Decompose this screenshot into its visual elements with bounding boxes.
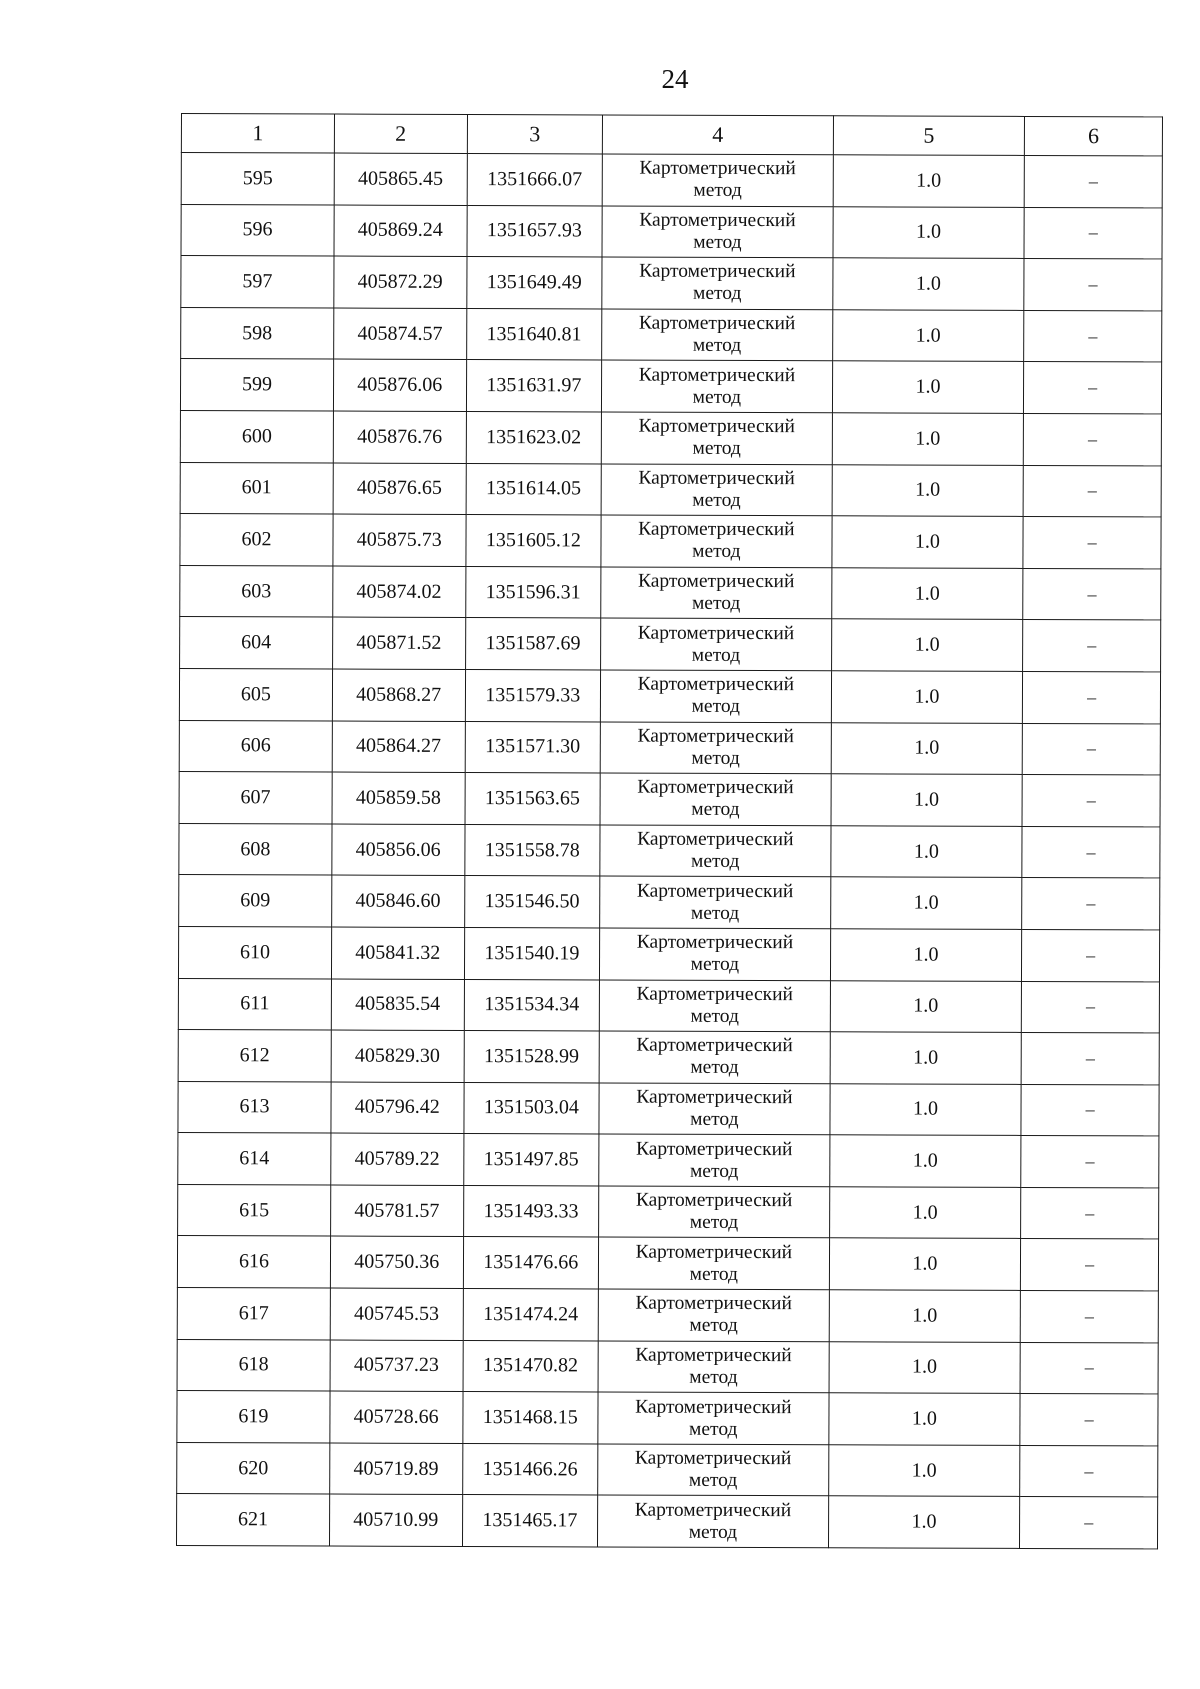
- accuracy-cell: 1.0: [830, 825, 1022, 877]
- accuracy-cell: 1.0: [832, 361, 1024, 413]
- point-number-cell: 612: [178, 1030, 331, 1082]
- accuracy-cell: 1.0: [830, 1083, 1022, 1135]
- method-line-2: метод: [689, 1160, 739, 1182]
- x-coordinate-cell: 405869.24: [334, 205, 467, 257]
- method-cell: [598, 1495, 829, 1547]
- method-cell: [600, 876, 831, 928]
- column-header-4: 4: [603, 115, 834, 155]
- point-number-cell: 599: [180, 359, 333, 411]
- description-cell: –: [1021, 1187, 1159, 1239]
- table-row: [181, 307, 1162, 362]
- y-coordinate-cell: 1351623.02: [466, 411, 602, 463]
- point-number-cell: 609: [179, 875, 332, 927]
- method-cell: [601, 515, 832, 567]
- point-number-cell: 600: [180, 410, 333, 462]
- description-cell: –: [1020, 1394, 1158, 1446]
- point-number-cell: 615: [178, 1184, 331, 1236]
- accuracy-cell: 1.0: [829, 1187, 1021, 1239]
- x-coordinate-cell: 405745.53: [330, 1288, 463, 1340]
- point-number-cell: 598: [181, 307, 334, 359]
- x-coordinate-cell: 405841.32: [331, 927, 464, 979]
- x-coordinate-cell: 405789.22: [331, 1133, 464, 1185]
- method-line-2: метод: [690, 953, 740, 976]
- method-line-1: Картометрический: [636, 983, 794, 1005]
- description-cell: –: [1020, 1497, 1158, 1549]
- y-coordinate-cell: 1351605.12: [465, 515, 601, 567]
- method-line-2: метод: [693, 180, 742, 202]
- table-row: [177, 1339, 1158, 1394]
- table-row: [178, 1184, 1159, 1239]
- method-cell: [599, 979, 830, 1031]
- page-number: 24: [661, 64, 689, 94]
- method-cell: [598, 1289, 829, 1341]
- method-line-2: метод: [691, 747, 740, 769]
- y-coordinate-cell: 1351614.05: [466, 463, 602, 515]
- method-line-2: метод: [691, 850, 740, 872]
- method-line-1: Картометрический: [637, 570, 795, 593]
- y-coordinate-cell: 1351470.82: [463, 1340, 599, 1392]
- table-row: [179, 772, 1160, 827]
- x-coordinate-cell: 405864.27: [332, 721, 465, 773]
- table-header-row: [181, 114, 1162, 156]
- method-line-1: Картометрический: [637, 622, 795, 644]
- y-coordinate-cell: 1351465.17: [462, 1495, 598, 1547]
- x-coordinate-cell: 405710.99: [329, 1494, 462, 1546]
- accuracy-cell: 1.0: [830, 929, 1022, 981]
- method-line-2: метод: [690, 1057, 739, 1079]
- method-line-2: метод: [692, 438, 741, 460]
- description-cell: –: [1022, 723, 1160, 775]
- accuracy-cell: 1.0: [830, 980, 1022, 1032]
- method-cell: [598, 1444, 829, 1496]
- method-line-1: Картометрический: [636, 880, 794, 902]
- y-coordinate-cell: 1351497.85: [463, 1134, 599, 1186]
- table-row: [177, 1288, 1158, 1343]
- point-number-cell: 604: [180, 617, 333, 669]
- method-line-1: Картометрический: [636, 1034, 793, 1057]
- y-coordinate-cell: 1351657.93: [467, 205, 603, 257]
- y-coordinate-cell: 1351468.15: [462, 1392, 598, 1444]
- table-row: [179, 720, 1160, 775]
- accuracy-cell: 1.0: [832, 413, 1024, 465]
- method-line-2: метод: [692, 541, 741, 563]
- point-number-cell: 597: [181, 256, 334, 308]
- x-coordinate-cell: 405750.36: [330, 1236, 463, 1288]
- table-row: [181, 256, 1162, 311]
- method-line-2: метод: [691, 799, 740, 821]
- table-row: [178, 1081, 1159, 1136]
- x-coordinate-cell: 405876.06: [333, 359, 466, 411]
- method-line-1: Картометрический: [635, 1396, 792, 1418]
- method-line-2: метод: [693, 283, 742, 305]
- method-line-2: метод: [690, 1005, 739, 1027]
- point-number-cell: 619: [177, 1391, 330, 1443]
- x-coordinate-cell: 405876.65: [333, 463, 466, 515]
- method-line-1: Картометрический: [636, 931, 794, 954]
- accuracy-cell: 1.0: [833, 206, 1025, 258]
- method-line-1: Картометрический: [635, 1138, 793, 1160]
- point-number-cell: 621: [176, 1494, 329, 1546]
- y-coordinate-cell: 1351534.34: [464, 979, 600, 1031]
- description-cell: –: [1021, 1033, 1159, 1085]
- method-cell: [602, 154, 833, 206]
- method-cell: [599, 1031, 830, 1083]
- accuracy-cell: 1.0: [830, 877, 1022, 929]
- accuracy-cell: 1.0: [828, 1496, 1020, 1548]
- method-line-1: Картометрический: [637, 828, 794, 851]
- table-row: [178, 926, 1159, 981]
- accuracy-cell: 1.0: [831, 722, 1023, 774]
- table-row: [178, 1133, 1159, 1188]
- table-row: [177, 1442, 1158, 1497]
- x-coordinate-cell: 405872.29: [334, 256, 467, 308]
- description-cell: –: [1021, 1291, 1159, 1343]
- y-coordinate-cell: 1351571.30: [465, 721, 601, 773]
- method-line-2: метод: [689, 1263, 739, 1285]
- table-row: [179, 875, 1160, 930]
- description-cell: –: [1022, 981, 1160, 1033]
- table-row: [180, 514, 1161, 569]
- method-cell: [600, 773, 831, 825]
- method-line-1: Картометрический: [636, 1086, 793, 1109]
- accuracy-cell: 1.0: [832, 310, 1024, 362]
- method-cell: [600, 825, 831, 877]
- method-cell: [600, 928, 831, 980]
- method-cell: [601, 464, 832, 516]
- coordinate-table: [176, 113, 1163, 1549]
- x-coordinate-cell: 405874.57: [334, 308, 467, 360]
- table-row: [180, 617, 1161, 672]
- column-header-6: 6: [1025, 116, 1163, 155]
- table-row: [179, 823, 1160, 878]
- description-cell: –: [1021, 1239, 1159, 1291]
- table-row: [178, 1030, 1159, 1085]
- table-row: [178, 978, 1159, 1033]
- y-coordinate-cell: 1351563.65: [465, 773, 601, 825]
- x-coordinate-cell: 405865.45: [334, 153, 467, 205]
- point-number-cell: 608: [179, 823, 332, 875]
- method-line-1: Картометрический: [635, 1189, 793, 1212]
- method-line-1: Картометрический: [639, 157, 796, 180]
- method-cell: [601, 618, 832, 670]
- accuracy-cell: 1.0: [833, 155, 1025, 207]
- point-number-cell: 605: [179, 668, 332, 720]
- column-header-1: 1: [181, 114, 334, 154]
- accuracy-cell: 1.0: [830, 1032, 1022, 1084]
- accuracy-cell: 1.0: [831, 568, 1023, 620]
- method-line-2: метод: [692, 489, 741, 511]
- method-line-1: Картометрический: [637, 725, 794, 747]
- method-line-1: Картометрический: [634, 1499, 792, 1521]
- x-coordinate-cell: 405728.66: [330, 1391, 463, 1443]
- method-cell: [599, 1237, 830, 1289]
- method-line-2: метод: [688, 1521, 738, 1543]
- x-coordinate-cell: 405876.76: [333, 411, 466, 463]
- method-line-2: метод: [688, 1469, 738, 1492]
- x-coordinate-cell: 405871.52: [333, 617, 466, 669]
- accuracy-cell: 1.0: [828, 1445, 1020, 1497]
- accuracy-cell: 1.0: [832, 464, 1024, 516]
- method-line-2: метод: [689, 1315, 738, 1337]
- method-line-1: Картометрический: [638, 364, 796, 386]
- y-coordinate-cell: 1351493.33: [463, 1185, 599, 1237]
- y-coordinate-cell: 1351649.49: [466, 257, 602, 309]
- accuracy-cell: 1.0: [829, 1238, 1021, 1290]
- point-number-cell: 596: [181, 204, 334, 256]
- point-number-cell: 602: [180, 514, 333, 566]
- table-body: [176, 153, 1162, 1549]
- method-line-1: Картометрический: [639, 209, 796, 232]
- point-number-cell: 606: [179, 720, 332, 772]
- description-cell: –: [1024, 413, 1162, 465]
- description-cell: –: [1024, 259, 1162, 311]
- method-line-2: метод: [691, 592, 741, 615]
- method-cell: [601, 567, 832, 619]
- method-cell: [602, 257, 833, 309]
- y-coordinate-cell: 1351596.31: [465, 566, 601, 618]
- y-coordinate-cell: 1351503.04: [463, 1082, 599, 1134]
- accuracy-cell: 1.0: [831, 774, 1023, 826]
- method-line-2: метод: [689, 1366, 738, 1388]
- method-cell: [601, 670, 832, 722]
- x-coordinate-cell: 405796.42: [331, 1082, 464, 1134]
- y-coordinate-cell: 1351558.78: [464, 824, 600, 876]
- table-row: [176, 1494, 1157, 1549]
- x-coordinate-cell: 405835.54: [331, 979, 464, 1031]
- accuracy-cell: 1.0: [832, 516, 1024, 568]
- point-number-cell: 595: [181, 153, 334, 205]
- description-cell: –: [1020, 1342, 1158, 1394]
- table-row: [179, 668, 1160, 723]
- coordinate-table-container: [176, 113, 1163, 1549]
- point-number-cell: 618: [177, 1339, 330, 1391]
- method-line-1: Картометрический: [638, 467, 795, 490]
- method-line-1: Картометрический: [638, 519, 795, 541]
- method-line-1: Картометрический: [638, 415, 796, 438]
- accuracy-cell: 1.0: [831, 619, 1023, 671]
- method-line-2: метод: [692, 386, 742, 408]
- method-cell: [598, 1341, 829, 1393]
- method-line-1: Картометрический: [635, 1241, 793, 1263]
- method-cell: [602, 206, 833, 258]
- description-cell: –: [1021, 1136, 1159, 1188]
- table-row: [180, 565, 1161, 620]
- method-line-2: метод: [689, 1211, 739, 1234]
- description-cell: –: [1023, 517, 1161, 569]
- y-coordinate-cell: 1351579.33: [465, 669, 601, 721]
- x-coordinate-cell: 405829.30: [331, 1030, 464, 1082]
- description-cell: –: [1022, 775, 1160, 827]
- x-coordinate-cell: 405859.58: [332, 772, 465, 824]
- x-coordinate-cell: 405856.06: [332, 824, 465, 876]
- point-number-cell: 601: [180, 462, 333, 514]
- method-line-2: метод: [692, 334, 742, 357]
- point-number-cell: 617: [177, 1288, 330, 1340]
- point-number-cell: 614: [178, 1133, 331, 1185]
- description-cell: –: [1024, 310, 1162, 362]
- method-cell: [601, 412, 832, 464]
- table-row: [177, 1236, 1158, 1291]
- method-line-1: Картометрический: [635, 1292, 792, 1315]
- x-coordinate-cell: 405874.02: [333, 566, 466, 618]
- table-row: [180, 359, 1161, 414]
- point-number-cell: 616: [177, 1236, 330, 1288]
- point-number-cell: 607: [179, 772, 332, 824]
- method-line-2: метод: [689, 1418, 738, 1440]
- point-number-cell: 613: [178, 1081, 331, 1133]
- method-line-2: метод: [690, 902, 740, 924]
- y-coordinate-cell: 1351474.24: [463, 1289, 599, 1341]
- table-row: [181, 204, 1162, 259]
- description-cell: –: [1023, 465, 1161, 517]
- x-coordinate-cell: 405737.23: [330, 1340, 463, 1392]
- description-cell: –: [1023, 671, 1161, 723]
- y-coordinate-cell: 1351631.97: [466, 360, 602, 412]
- x-coordinate-cell: 405781.57: [331, 1185, 464, 1237]
- point-number-cell: 603: [180, 565, 333, 617]
- y-coordinate-cell: 1351540.19: [464, 927, 600, 979]
- y-coordinate-cell: 1351476.66: [463, 1237, 599, 1289]
- method-cell: [598, 1392, 829, 1444]
- point-number-cell: 620: [177, 1442, 330, 1494]
- point-number-cell: 610: [178, 926, 331, 978]
- column-header-5: 5: [833, 116, 1025, 156]
- table-row: [180, 462, 1161, 517]
- column-header-3: 3: [467, 114, 603, 153]
- description-cell: –: [1022, 878, 1160, 930]
- method-line-2: метод: [693, 231, 742, 253]
- point-number-cell: 611: [178, 978, 331, 1030]
- y-coordinate-cell: 1351666.07: [467, 153, 603, 205]
- method-cell: [599, 1134, 830, 1186]
- column-header-2: 2: [334, 114, 467, 153]
- method-cell: [602, 309, 833, 361]
- method-cell: [600, 721, 831, 773]
- y-coordinate-cell: 1351546.50: [464, 876, 600, 928]
- method-line-1: Картометрический: [638, 312, 796, 335]
- method-line-1: Картометрический: [635, 1344, 792, 1367]
- accuracy-cell: 1.0: [829, 1290, 1021, 1342]
- accuracy-cell: 1.0: [829, 1341, 1021, 1393]
- method-line-1: Картометрический: [634, 1447, 792, 1470]
- y-coordinate-cell: 1351466.26: [462, 1443, 598, 1495]
- method-line-2: метод: [691, 696, 741, 718]
- description-cell: –: [1024, 207, 1162, 259]
- description-cell: –: [1023, 620, 1161, 672]
- method-cell: [599, 1083, 830, 1135]
- x-coordinate-cell: 405875.73: [333, 514, 466, 566]
- method-cell: [602, 360, 833, 412]
- method-line-1: Картометрический: [639, 261, 796, 283]
- accuracy-cell: 1.0: [829, 1135, 1021, 1187]
- table-row: [177, 1391, 1158, 1446]
- method-line-2: метод: [690, 1108, 739, 1130]
- description-cell: –: [1022, 929, 1160, 981]
- x-coordinate-cell: 405719.89: [330, 1443, 463, 1495]
- x-coordinate-cell: 405846.60: [332, 875, 465, 927]
- description-cell: –: [1022, 826, 1160, 878]
- method-line-2: метод: [691, 644, 741, 666]
- table-row: [181, 153, 1162, 208]
- y-coordinate-cell: 1351587.69: [465, 618, 601, 670]
- method-line-1: Картометрический: [637, 777, 794, 799]
- description-cell: –: [1023, 568, 1161, 620]
- method-cell: [599, 1186, 830, 1238]
- method-line-1: Картометрический: [637, 673, 795, 696]
- description-cell: –: [1021, 1084, 1159, 1136]
- accuracy-cell: 1.0: [828, 1393, 1020, 1445]
- table-row: [180, 410, 1161, 465]
- x-coordinate-cell: 405868.27: [332, 669, 465, 721]
- description-cell: –: [1024, 362, 1162, 414]
- accuracy-cell: 1.0: [832, 258, 1024, 310]
- description-cell: –: [1020, 1445, 1158, 1497]
- y-coordinate-cell: 1351528.99: [464, 1031, 600, 1083]
- description-cell: –: [1024, 155, 1162, 207]
- accuracy-cell: 1.0: [831, 671, 1023, 723]
- y-coordinate-cell: 1351640.81: [466, 308, 602, 360]
